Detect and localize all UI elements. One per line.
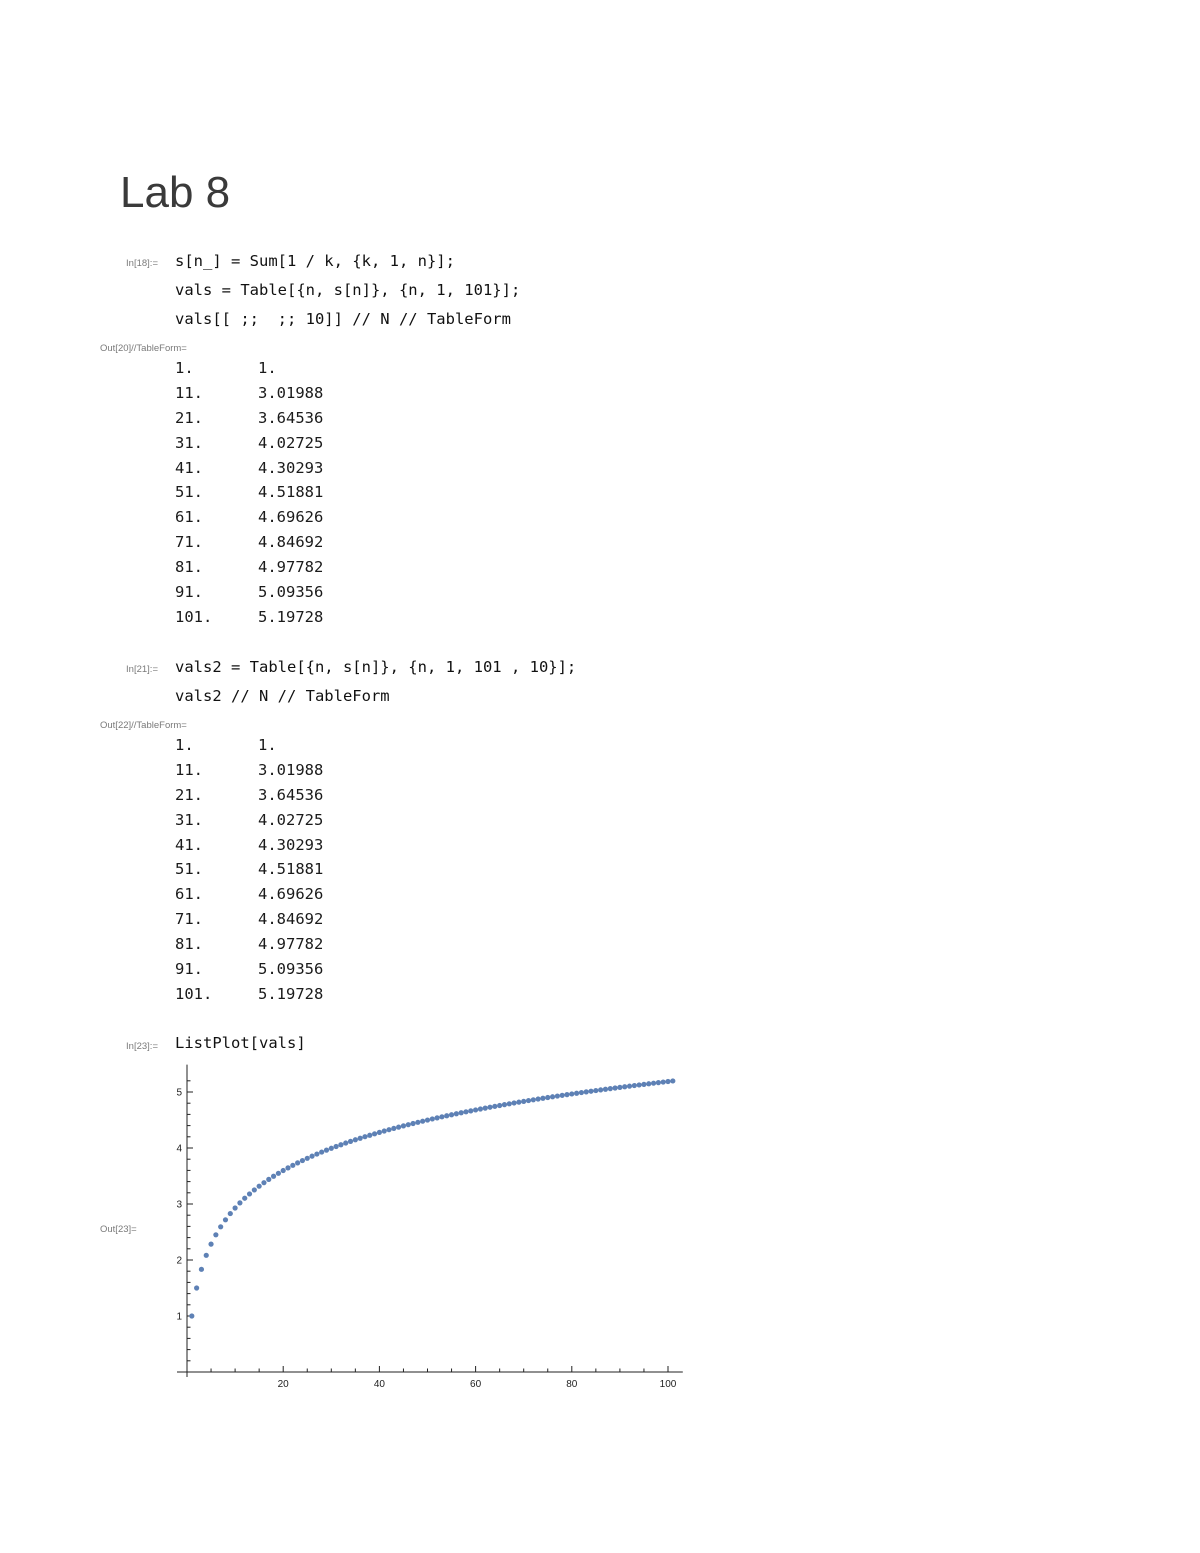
table-cell-n: 11. bbox=[175, 383, 203, 402]
data-point bbox=[622, 1084, 627, 1089]
table-cell-value: 1. bbox=[258, 359, 277, 377]
data-point bbox=[439, 1114, 444, 1119]
data-point bbox=[257, 1184, 262, 1189]
table-cell-value: 4.84692 bbox=[258, 533, 324, 552]
table-cell-value: 4.69626 bbox=[258, 508, 324, 527]
table-cell-value: 5.19728 bbox=[258, 984, 324, 1003]
data-point bbox=[584, 1089, 589, 1094]
data-point bbox=[281, 1168, 286, 1173]
data-point bbox=[564, 1092, 569, 1097]
data-point bbox=[627, 1084, 632, 1089]
data-point bbox=[415, 1120, 420, 1125]
input-label-18: In[18]:= bbox=[126, 258, 158, 269]
table-cell-n: 11. bbox=[175, 760, 203, 779]
data-point bbox=[632, 1083, 637, 1088]
data-point bbox=[598, 1087, 603, 1092]
data-point bbox=[641, 1082, 646, 1087]
table-cell-value: 4.30293 bbox=[258, 835, 324, 854]
data-point bbox=[603, 1087, 608, 1092]
table-cell-value: 4.02725 bbox=[258, 433, 324, 452]
data-point bbox=[300, 1158, 305, 1163]
x-tick-label: 80 bbox=[566, 1379, 578, 1390]
data-point bbox=[189, 1313, 194, 1318]
data-point bbox=[247, 1191, 252, 1196]
data-point bbox=[386, 1127, 391, 1132]
data-point bbox=[454, 1111, 459, 1116]
table-cell-value: 3.64536 bbox=[258, 408, 324, 427]
data-point bbox=[444, 1113, 449, 1118]
code-line[interactable]: s[n_] = Sum[1 / k, {k, 1, n}]; bbox=[175, 252, 455, 270]
table-cell-n: 41. bbox=[175, 835, 203, 854]
x-tick-label: 40 bbox=[373, 1379, 385, 1390]
data-point bbox=[473, 1107, 478, 1112]
code-line[interactable]: vals2 // N // TableForm bbox=[175, 687, 390, 705]
table-cell-value: 1. bbox=[258, 736, 277, 754]
data-point bbox=[579, 1090, 584, 1095]
data-point bbox=[516, 1100, 521, 1105]
data-point bbox=[305, 1156, 310, 1161]
data-point bbox=[555, 1093, 560, 1098]
data-point bbox=[468, 1108, 473, 1113]
table-cell-n: 1. bbox=[175, 736, 194, 754]
data-point bbox=[213, 1232, 218, 1237]
data-point bbox=[425, 1117, 430, 1122]
table-cell-value: 4.51881 bbox=[258, 483, 324, 502]
data-point bbox=[665, 1079, 670, 1084]
data-point bbox=[199, 1267, 204, 1272]
table-cell-n: 31. bbox=[175, 433, 203, 452]
data-point bbox=[545, 1095, 550, 1100]
data-point bbox=[670, 1078, 675, 1083]
table-cell-n: 21. bbox=[175, 785, 203, 804]
data-point bbox=[536, 1096, 541, 1101]
data-point bbox=[309, 1154, 314, 1159]
data-point bbox=[396, 1125, 401, 1130]
data-point bbox=[502, 1102, 507, 1107]
data-point bbox=[487, 1105, 492, 1110]
data-point bbox=[334, 1144, 339, 1149]
table-cell-value: 5.19728 bbox=[258, 607, 324, 626]
data-point bbox=[449, 1112, 454, 1117]
table-cell-n: 71. bbox=[175, 910, 203, 929]
data-point bbox=[646, 1081, 651, 1086]
data-point bbox=[511, 1100, 516, 1105]
data-point bbox=[290, 1163, 295, 1168]
data-point bbox=[276, 1171, 281, 1176]
table-cell-n: 91. bbox=[175, 960, 203, 979]
output-label-22: Out[22]//TableForm= bbox=[100, 720, 187, 731]
y-tick-label: 1 bbox=[176, 1311, 182, 1323]
table-cell-value: 4.51881 bbox=[258, 860, 324, 879]
data-point bbox=[237, 1200, 242, 1205]
data-point bbox=[656, 1080, 661, 1085]
data-point bbox=[338, 1142, 343, 1147]
data-point bbox=[608, 1086, 613, 1091]
input-label-23: In[23]:= bbox=[126, 1041, 158, 1052]
table-cell-value: 4.97782 bbox=[258, 935, 324, 954]
y-tick-label: 2 bbox=[176, 1255, 182, 1267]
data-point bbox=[459, 1110, 464, 1115]
data-point bbox=[420, 1119, 425, 1124]
table-cell-value: 4.02725 bbox=[258, 810, 324, 829]
data-point bbox=[406, 1122, 411, 1127]
data-point bbox=[204, 1253, 209, 1258]
table-cell-value: 4.84692 bbox=[258, 910, 324, 929]
table-cell-n: 51. bbox=[175, 483, 203, 502]
table-cell-value: 4.30293 bbox=[258, 458, 324, 477]
data-point bbox=[560, 1093, 565, 1098]
code-line[interactable]: ListPlot[vals] bbox=[175, 1034, 306, 1052]
data-point bbox=[252, 1187, 257, 1192]
table-cell-value: 3.01988 bbox=[258, 383, 324, 402]
data-point bbox=[348, 1139, 353, 1144]
table-cell-n: 91. bbox=[175, 583, 203, 602]
input-label-21: In[21]:= bbox=[126, 664, 158, 675]
data-point bbox=[319, 1149, 324, 1154]
code-line[interactable]: vals = Table[{n, s[n]}, {n, 1, 101}]; bbox=[175, 281, 521, 299]
table-cell-n: 71. bbox=[175, 533, 203, 552]
table-cell-n: 61. bbox=[175, 885, 203, 904]
data-point bbox=[208, 1242, 213, 1247]
data-point bbox=[223, 1217, 228, 1222]
page-title: Lab 8 bbox=[120, 168, 231, 217]
data-point bbox=[612, 1085, 617, 1090]
data-point bbox=[497, 1103, 502, 1108]
data-point bbox=[588, 1089, 593, 1094]
table-cell-n: 41. bbox=[175, 458, 203, 477]
data-point bbox=[329, 1146, 334, 1151]
data-point bbox=[218, 1224, 223, 1229]
table-cell-n: 101. bbox=[175, 984, 213, 1003]
data-point bbox=[430, 1116, 435, 1121]
data-point bbox=[661, 1079, 666, 1084]
table-cell-n: 1. bbox=[175, 359, 194, 377]
data-point bbox=[358, 1136, 363, 1141]
y-tick-label: 3 bbox=[176, 1199, 182, 1211]
data-point bbox=[483, 1106, 488, 1111]
data-point bbox=[343, 1140, 348, 1145]
table-cell-value: 5.09356 bbox=[258, 583, 324, 602]
data-point bbox=[362, 1134, 367, 1139]
table-cell-value: 5.09356 bbox=[258, 960, 324, 979]
table-cell-n: 81. bbox=[175, 558, 203, 577]
data-point bbox=[285, 1165, 290, 1170]
table-cell-value: 4.69626 bbox=[258, 885, 324, 904]
x-tick-label: 20 bbox=[277, 1379, 289, 1390]
data-point bbox=[391, 1126, 396, 1131]
y-tick-label: 5 bbox=[176, 1087, 182, 1099]
code-line[interactable]: vals[[ ;; ;; 10]] // N // TableForm bbox=[175, 310, 511, 328]
data-point bbox=[651, 1081, 656, 1086]
table-cell-n: 31. bbox=[175, 810, 203, 829]
data-point bbox=[233, 1205, 238, 1210]
table-cell-n: 81. bbox=[175, 935, 203, 954]
data-point bbox=[492, 1104, 497, 1109]
data-point bbox=[261, 1180, 266, 1185]
data-point bbox=[521, 1099, 526, 1104]
data-point bbox=[617, 1085, 622, 1090]
data-point bbox=[382, 1128, 387, 1133]
y-tick-label: 4 bbox=[176, 1143, 182, 1155]
data-point bbox=[526, 1098, 531, 1103]
code-line[interactable]: vals2 = Table[{n, s[n]}, {n, 1, 101 , 10}]; bbox=[175, 658, 577, 676]
data-point bbox=[540, 1096, 545, 1101]
data-point bbox=[463, 1109, 468, 1114]
data-point bbox=[550, 1094, 555, 1099]
table-cell-n: 61. bbox=[175, 508, 203, 527]
output-label-20: Out[20]//TableForm= bbox=[100, 343, 187, 354]
data-point bbox=[531, 1097, 536, 1102]
data-point bbox=[271, 1174, 276, 1179]
data-point bbox=[574, 1091, 579, 1096]
data-point bbox=[295, 1160, 300, 1165]
list-plot[interactable] bbox=[160, 1060, 700, 1400]
data-point bbox=[569, 1091, 574, 1096]
data-point bbox=[410, 1121, 415, 1126]
table-cell-n: 51. bbox=[175, 860, 203, 879]
table-cell-n: 101. bbox=[175, 607, 213, 626]
data-point bbox=[353, 1137, 358, 1142]
table-cell-n: 21. bbox=[175, 408, 203, 427]
table-cell-value: 3.64536 bbox=[258, 785, 324, 804]
table-cell-value: 4.97782 bbox=[258, 558, 324, 577]
x-tick-label: 60 bbox=[470, 1379, 482, 1390]
data-point bbox=[314, 1151, 319, 1156]
data-point bbox=[228, 1211, 233, 1216]
output-label-23: Out[23]= bbox=[100, 1224, 137, 1235]
x-tick-label: 100 bbox=[659, 1379, 677, 1390]
data-point bbox=[266, 1177, 271, 1182]
table-cell-value: 3.01988 bbox=[258, 760, 324, 779]
data-point bbox=[637, 1082, 642, 1087]
data-point bbox=[372, 1131, 377, 1136]
data-point bbox=[401, 1123, 406, 1128]
data-point bbox=[478, 1106, 483, 1111]
data-point bbox=[377, 1130, 382, 1135]
data-point bbox=[194, 1285, 199, 1290]
data-point bbox=[507, 1101, 512, 1106]
data-point bbox=[324, 1148, 329, 1153]
data-point bbox=[367, 1133, 372, 1138]
data-point bbox=[242, 1196, 247, 1201]
data-point bbox=[593, 1088, 598, 1093]
data-point bbox=[435, 1115, 440, 1120]
